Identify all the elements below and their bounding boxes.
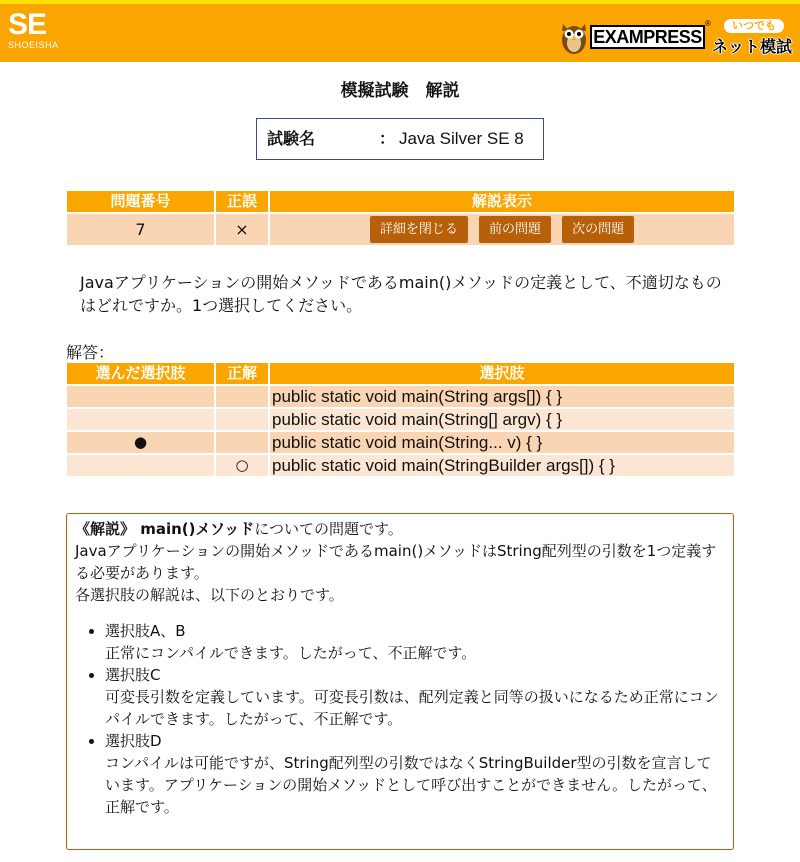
explanation-heading: 《解説》 main()メソッド — [75, 520, 255, 538]
choice-text: public static void main(String args[]) { } — [270, 386, 734, 407]
site-header — [0, 0, 800, 62]
choice-text: public static void main(String... v) { } — [270, 432, 734, 453]
item-body: 正常にコンパイルできます。したがって、不正解です。 — [105, 644, 477, 662]
header-correct: 正解 — [216, 363, 268, 384]
header-result: 正誤 — [216, 191, 268, 212]
explanation-list — [75, 620, 725, 818]
selected-mark: ● — [67, 432, 214, 453]
header-choice: 選択肢 — [270, 363, 734, 384]
service-name: ネット模試 — [712, 37, 793, 56]
shoeisha-logo[interactable] — [8, 10, 68, 51]
choices-header-row — [67, 363, 734, 384]
question-info-table — [65, 189, 736, 247]
page-title: 模擬試験 解説 — [340, 81, 460, 101]
exam-name-box — [256, 118, 544, 160]
correct-mark: ○ — [216, 455, 268, 476]
prev-question-button[interactable]: 前の問題 — [479, 216, 551, 243]
question-text: Javaアプリケーションの開始メソッドであるmain()メソッドの定義として、不適切なものはどれですか。1つ選択してください。 — [80, 273, 722, 315]
correct-mark — [216, 409, 268, 430]
info-header-row — [67, 191, 734, 212]
exam-name-value: Java Silver SE 8 — [399, 129, 524, 148]
correct-mark — [216, 432, 268, 453]
explanation-heading-rest: についての問題です。 — [254, 520, 403, 538]
explanation-item — [105, 620, 725, 664]
choices-table — [65, 361, 736, 478]
header-question-no: 問題番号 — [67, 191, 214, 212]
registered-mark: ® — [705, 19, 711, 28]
explanation-heading-line — [75, 518, 725, 540]
correct-mark — [216, 386, 268, 407]
choice-row — [67, 455, 734, 476]
result-mark: × — [216, 214, 268, 245]
choice-text: public static void main(String[] argv) { } — [270, 409, 734, 430]
header-selected: 選んだ選択肢 — [67, 363, 214, 384]
exam-name-label: 試験名 — [267, 129, 316, 148]
answer-label: 解答： — [66, 343, 115, 362]
explanation-item — [105, 730, 725, 818]
explanation-line: Javaアプリケーションの開始メソッドであるmain()メソッドはString配列型の引数を1つ定義する必要があります。 — [75, 542, 717, 582]
choice-row — [67, 432, 734, 453]
shoeisha-text: SHOEISHA — [8, 40, 59, 50]
item-title: • 選択肢A、B — [105, 622, 186, 640]
exampress-logo: EXAMPRESS — [590, 25, 705, 49]
item-title: • 選択肢C — [105, 666, 161, 684]
item-title: • 選択肢D — [105, 732, 162, 750]
question-number: 7 — [67, 214, 214, 245]
nav-buttons-cell — [270, 214, 734, 245]
exam-name-colon: ： — [379, 129, 396, 148]
choice-row — [67, 386, 734, 407]
explanation-box — [66, 513, 734, 850]
selected-mark — [67, 455, 214, 476]
itsudemo-badge: いつでも — [724, 19, 784, 33]
close-details-button[interactable]: 詳細を閉じる — [370, 216, 468, 243]
se-logo-text: SE — [8, 8, 47, 41]
explanation-line: 各選択肢の解説は、以下のとおりです。 — [75, 586, 344, 604]
item-body: コンパイルは可能ですが、String配列型の引数ではなくStringBuilder型の引数を宣言しています。アプリケーションの開始メソッドとして呼び出すことができません。したがって、正解です。 — [105, 754, 717, 816]
next-question-button[interactable]: 次の問題 — [562, 216, 634, 243]
info-row — [67, 214, 734, 245]
selected-mark — [67, 409, 214, 430]
item-body: 可変長引数を定義しています。可変長引数は、配列定義と同等の扱いになるため正常にコンパイルできます。したがって、不正解です。 — [105, 688, 719, 728]
explanation-item — [105, 664, 725, 730]
header-explain-display: 解説表示 — [270, 191, 734, 212]
choice-text: public static void main(StringBuilder args[]) { } — [270, 455, 734, 476]
selected-mark — [67, 386, 214, 407]
choice-row — [67, 409, 734, 430]
owl-icon — [559, 18, 589, 56]
